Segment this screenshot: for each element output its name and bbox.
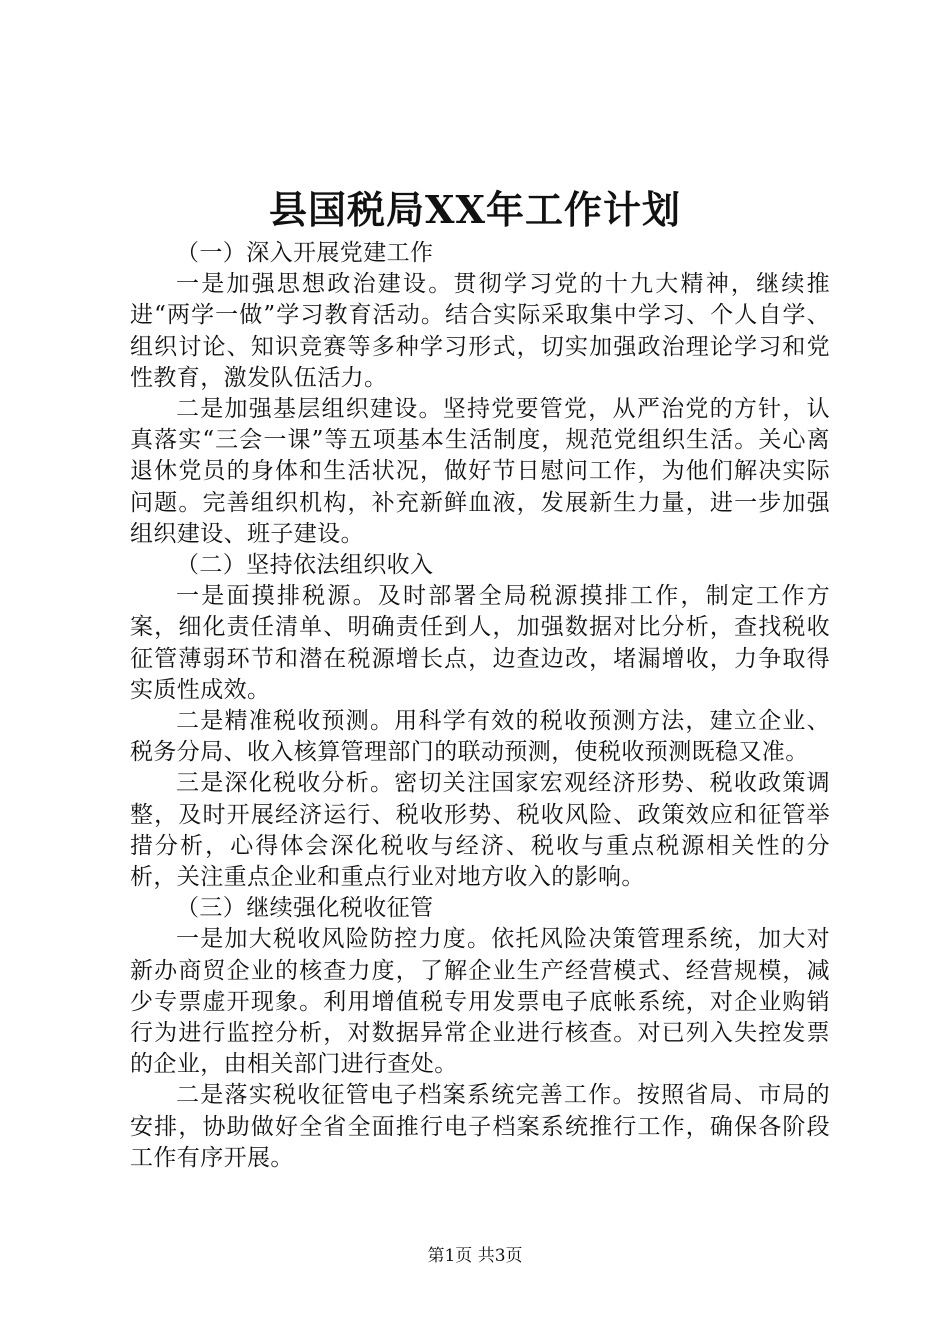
- paragraph: 一是面摸排税源。及时部署全局税源摸排工作，制定工作方案，细化责任清单、明确责任到人，加强数据对比分析，查找税收征管薄弱环节和潜在税源增长点，边查边改，堵漏增收，力争取得实质性成效。: [130, 583, 830, 703]
- section-heading: （三）继续强化税收征管: [176, 895, 434, 922]
- document-body: [130, 238, 830, 1174]
- paragraph: 三是深化税收分析。密切关注国家宏观经济形势、税收政策调整，及时开展经济运行、税收形势、税收风险、政策效应和征管举措分析，心得体会深化税收与经济、税收与重点税源相关性的分析，关注重点企业和重点行业对地方收入的影响。: [130, 770, 830, 891]
- paragraph: 一是加大税收风险防控力度。依托风险决策管理系统，加大对新办商贸企业的核查力度，了解企业生产经营模式、经营规模，减少专票虚开现象。利用增值税专用发票电子底帐系统，对企业购销行为进行监控分析，对数据异常企业进行核查。对已列入失控发票的企业，由相关部门进行查处。: [130, 926, 830, 1078]
- document-title: 县国税局XX年工作计划: [269, 187, 681, 232]
- paragraph: 一是加强思想政治建设。贯彻学习党的十九大精神，继续推进“两学一做”学习教育活动。结合实际采取集中学习、个人自学、组织讨论、知识竞赛等多种学习形式，切实加强政治理论学习和党性教育，激发队伍活力。: [130, 271, 830, 391]
- paragraph: 二是精准税收预测。用科学有效的税收预测方法，建立企业、税务分局、收入核算管理部门的联动预测，使税收预测既稳又准。: [130, 708, 830, 766]
- section-heading: （二）坚持依法组织收入: [176, 552, 434, 579]
- paragraph: 二是加强基层组织建设。坚持党要管党，从严治党的方针，认真落实“三会一课”等五项基本生活制度，规范党组织生活。关心离退休党员的身体和生活状况，做好节日慰问工作，为他们解决实际问题。完善组织机构，补充新鲜血液，发展新生力量，进一步加强组织建设、班子建设。: [130, 396, 830, 547]
- section-heading: （一）深入开展党建工作: [176, 240, 434, 266]
- paragraph: 二是落实税收征管电子档案系统完善工作。按照省局、市局的安排，协助做好全省全面推行电子档案系统推行工作，确保各阶段工作有序开展。: [130, 1082, 830, 1171]
- page-number-footer: 第1页 共3页: [427, 1246, 523, 1266]
